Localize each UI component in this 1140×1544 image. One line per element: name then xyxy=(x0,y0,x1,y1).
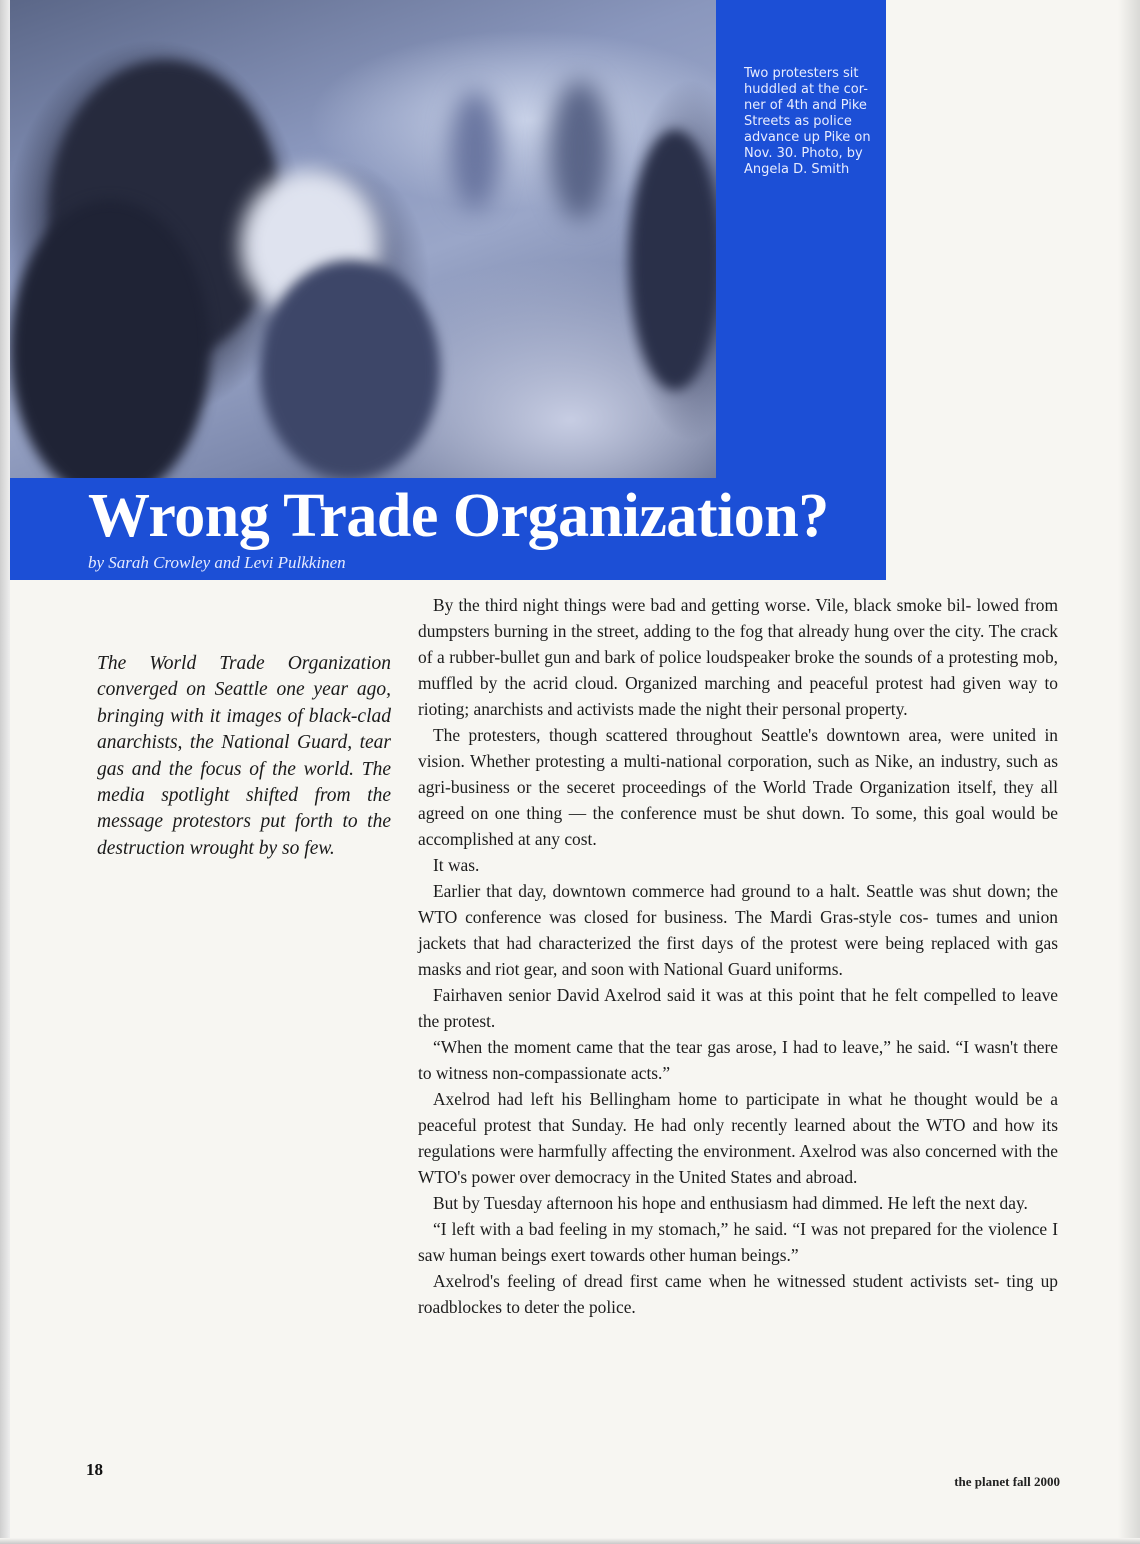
article-body xyxy=(418,592,1058,1320)
magazine-footer: the planet fall 2000 xyxy=(954,1474,1060,1489)
article-title: Wrong Trade Organization? xyxy=(88,482,829,550)
page-binding-edge xyxy=(0,0,10,1544)
page-bottom-edge xyxy=(0,1538,1140,1544)
body-paragraph: Axelrod's feeling of dread first came when he witnessed student activists set- ting up roadblockes to deter the police. xyxy=(418,1271,1058,1317)
article-byline: by Sarah Crowley and Levi Pulkkinen xyxy=(88,553,346,572)
protest-photo xyxy=(10,0,716,478)
body-paragraph: “When the moment came that the tear gas arose, I had to leave,” he said. “I wasn't there to witness non-compassionate acts.” xyxy=(418,1037,1058,1083)
body-paragraph: Fairhaven senior David Axelrod said it was at this point that he felt compelled to leave the protest. xyxy=(418,985,1058,1031)
body-paragraph: “I left with a bad feeling in my stomach,” he said. “I was not prepared for the violence I saw human beings exert towards other human beings.” xyxy=(418,1219,1058,1265)
body-paragraph: But by Tuesday afternoon his hope and enthusiasm had dimmed. He left the next day. xyxy=(433,1193,1028,1213)
page-number: 18 xyxy=(86,1460,103,1479)
article-pullquote: The World Trade Organization converged on Seattle one year ago, bringing with it images of black-clad anarchists, the National Guard, tear gas and the focus of the world. The media spotlight shifted from the message protestors put forth to the destruction wrought by so few. xyxy=(97,653,391,859)
body-paragraph: It was. xyxy=(433,855,480,875)
body-paragraph: Axelrod had left his Bellingham home to participate in what he thought would be a peaceful protest that Sunday. He had only recently learned about the WTO and how its regulations were harmfully affecting the environment. Axelrod was also concerned with the WTO's power over democracy in the United States and abroad. xyxy=(418,1089,1058,1187)
photo-caption: Two protesters sit huddled at the cor- ner of 4th and Pike Streets as police advance up Pike on Nov. 30. Photo, by Angela D. Smith xyxy=(744,66,871,177)
page-right-edge xyxy=(1118,0,1140,1544)
body-paragraph: The protesters, though scattered throughout Seattle's downtown area, were united in vision. Whether protesting a multi-national corporation, such as Nike, an industry, such as agri-business or the seceret proceedings of the World Trade Organization itself, they all agreed on one thing — the conference must be shut down. To some, this goal would be accomplished at any cost. xyxy=(418,725,1058,849)
body-paragraph: By the third night things were bad and getting worse. Vile, black smoke bil- lowed from dumpsters burning in the street, adding to the fog that already hung over the city. The crack of a rubber-bullet gun and bark of police loudspeaker broke the sounds of a protesting mob, muffled by the acrid cloud. Organized marching and peaceful protest had given way to rioting; anarchists and activists made the night their personal property. xyxy=(418,595,1058,719)
body-paragraph: Earlier that day, downtown commerce had ground to a halt. Seattle was shut down; the WTO conference was closed for business. The Mardi Gras-style cos- tumes and union jackets that had characterized the first days of the protest were being replaced with gas masks and riot gear, and soon with National Guard uniforms. xyxy=(418,881,1058,979)
